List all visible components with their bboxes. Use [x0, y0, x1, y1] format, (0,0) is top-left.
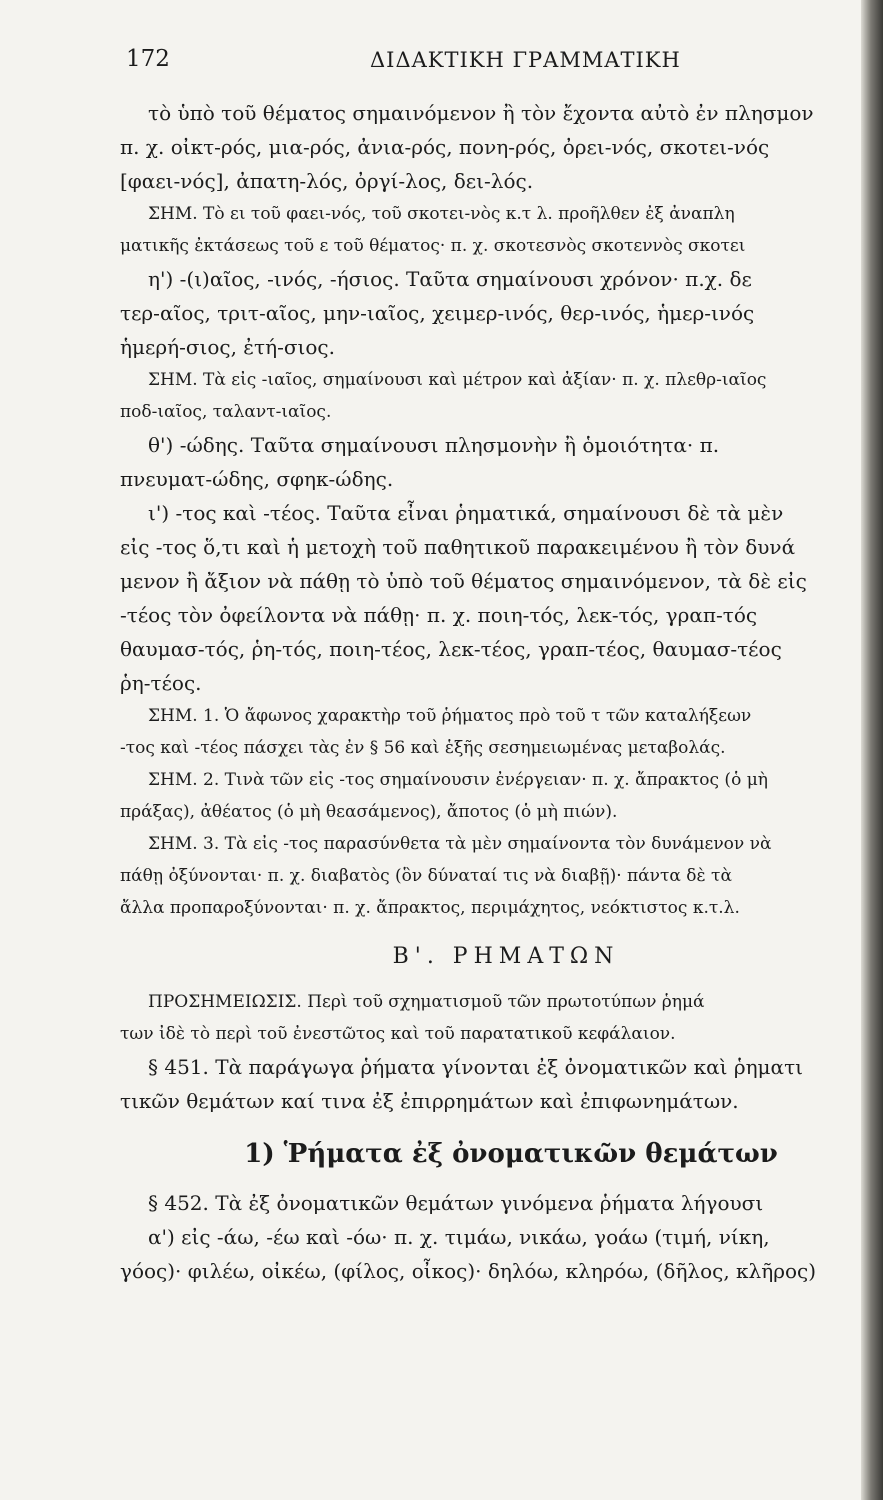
- text-line: § 452. Τὰ ἐξ ὀνοματικῶν θεμάτων γινόμενα ῥήματα λήγουσι: [148, 1191, 764, 1215]
- note-line: ματικῆς ἐκτάσεως τοῦ ε τοῦ θέματος· π. χ. σκοτεσνὸς σκοτεννὸς σκοτει: [120, 236, 746, 256]
- note-line: ποδ-ιαῖος, ταλαντ-ιαῖος.: [120, 402, 332, 422]
- page-edge-shadow: [861, 0, 883, 1500]
- text-line: πνευματ-ώδης, σφηκ-ώδης.: [120, 467, 394, 491]
- section-title: Β'. ΡΗΜΑΤΩΝ: [392, 944, 620, 969]
- text-line: -τέος τὸν ὀφείλοντα νὰ πάθῃ· π. χ. ποιη-τός, λεκ-τός, γραπ-τός: [120, 603, 758, 627]
- note-line: πάθῃ ὀξύνονται· π. χ. διαβατὸς (ὃν δύναταί τις νὰ διαβῇ)· πάντα δὲ τὰ: [120, 866, 732, 886]
- text-line: θαυμασ-τός, ῥη-τός, ποιη-τέος, λεκ-τέος, γραπ-τέος, θαυμασ-τέος: [120, 637, 782, 661]
- text-line: γόος)· φιλέω, οἰκέω, (φίλος, οἶκος)· δηλόω, κληρόω, (δῆλος, κλῆρος): [120, 1259, 817, 1283]
- text-line: τικῶν θεμάτων καί τινα ἐξ ἐπιρρημάτων καὶ ἐπιφωνημάτων.: [120, 1089, 739, 1113]
- note-line: ΣΗΜ. 3. Τὰ εἰς -τος παρασύνθετα τὰ μὲν σημαίνοντα τὸν δυνάμενον νὰ: [148, 834, 772, 854]
- text-line: π. χ. οἰκτ-ρός, μια-ρός, ἀνια-ρός, πονη-ρός, ὀρει-νός, σκοτει-νός: [120, 135, 770, 159]
- text-line: ἡμερή-σιος, ἐτή-σιος.: [120, 335, 335, 359]
- text-line: θ') -ώδης. Ταῦτα σημαίνουσι πλησμονὴν ἢ ὁμοιότητα· π.: [148, 433, 720, 457]
- text-line: § 451. Τὰ παράγωγα ῥήματα γίνονται ἐξ ὀνοματικῶν καὶ ῥηματι: [148, 1055, 803, 1079]
- running-title: ΔΙΔΑΚΤΙΚΗ ΓΡΑΜΜΑΤΙΚΗ: [370, 48, 681, 72]
- text-line: α') εἰς -άω, -έω καὶ -όω· π. χ. τιμάω, νικάω, γοάω (τιμή, νίκη,: [148, 1225, 770, 1249]
- note-line: -τος καὶ -τέος πάσχει τὰς ἐν § 56 καὶ ἑξῆς σεσημειωμένας μεταβολάς.: [120, 738, 726, 758]
- note-line: ἄλλα προπαροξύνονται· π. χ. ἄπρακτος, περιμάχητος, νεόκτιστος κ.τ.λ.: [120, 898, 740, 918]
- text-line: εἰς -τος ὅ,τι καὶ ἡ μετοχὴ τοῦ παθητικοῦ παρακειμένου ἢ τὸν δυνά: [120, 535, 796, 559]
- note-line: των ἰδὲ τὸ περὶ τοῦ ἐνεστῶτος καὶ τοῦ παρατατικοῦ κεφάλαιον.: [120, 1024, 676, 1044]
- page-number: 172: [126, 46, 170, 72]
- text-line: [φαει-νός], ἀπατη-λός, ὀργί-λος, δει-λός.: [120, 169, 534, 193]
- note-line: ΣΗΜ. Τὰ εἰς -ιαῖος, σημαίνουσι καὶ μέτρον καὶ ἀξίαν· π. χ. πλεθρ-ιαῖος: [148, 370, 767, 390]
- text-line: μενον ἢ ἄξιον νὰ πάθῃ τὸ ὑπὸ τοῦ θέματος σημαινόμενον, τὰ δὲ εἰς: [120, 569, 807, 593]
- page-header: [126, 46, 861, 78]
- text-line: ι') -τος καὶ -τέος. Ταῦτα εἶναι ῥηματικά, σημαίνουσι δὲ τὰ μὲν: [148, 501, 784, 525]
- note-line: ΣΗΜ. 2. Τινὰ τῶν εἰς -τος σημαίνουσιν ἐνέργειαν· π. χ. ἄπρακτος (ὁ μὴ: [148, 770, 768, 790]
- text-line: τὸ ὑπὸ τοῦ θέματος σημαινόμενον ἢ τὸν ἔχοντα αὐτὸ ἐν πλησμον: [148, 101, 814, 125]
- text-line: ῥη-τέος.: [120, 671, 202, 695]
- text-line: τερ-αῖος, τριτ-αῖος, μην-ιαῖος, χειμερ-ινός, θερ-ινός, ἡμερ-ινός: [120, 301, 755, 325]
- note-line: ΣΗΜ. 1. Ὁ ἄφωνος χαρακτὴρ τοῦ ῥήματος πρὸ τοῦ τ τῶν καταλήξεων: [148, 706, 752, 726]
- note-line: ΣΗΜ. Τὸ ει τοῦ φαει-νός, τοῦ σκοτει-νὸς κ.τ λ. προῆλθεν ἐξ ἀναπλη: [148, 204, 735, 224]
- note-line: πράξας), ἀθέατος (ὁ μὴ θεασάμενος), ἄποτος (ὁ μὴ πιών).: [120, 802, 618, 822]
- text-line: η') -(ι)αῖος, -ινός, -ήσιος. Ταῦτα σημαίνουσι χρόνον· π.χ. δε: [148, 267, 752, 291]
- page-body: [120, 96, 862, 1288]
- subheading: 1) Ῥήματα ἐξ ὀνοματικῶν θεμάτων: [244, 1139, 778, 1169]
- note-line: ΠΡΟΣΗΜΕΙΩΣΙΣ. Περὶ τοῦ σχηματισμοῦ τῶν πρωτοτύπων ῥημά: [148, 992, 705, 1012]
